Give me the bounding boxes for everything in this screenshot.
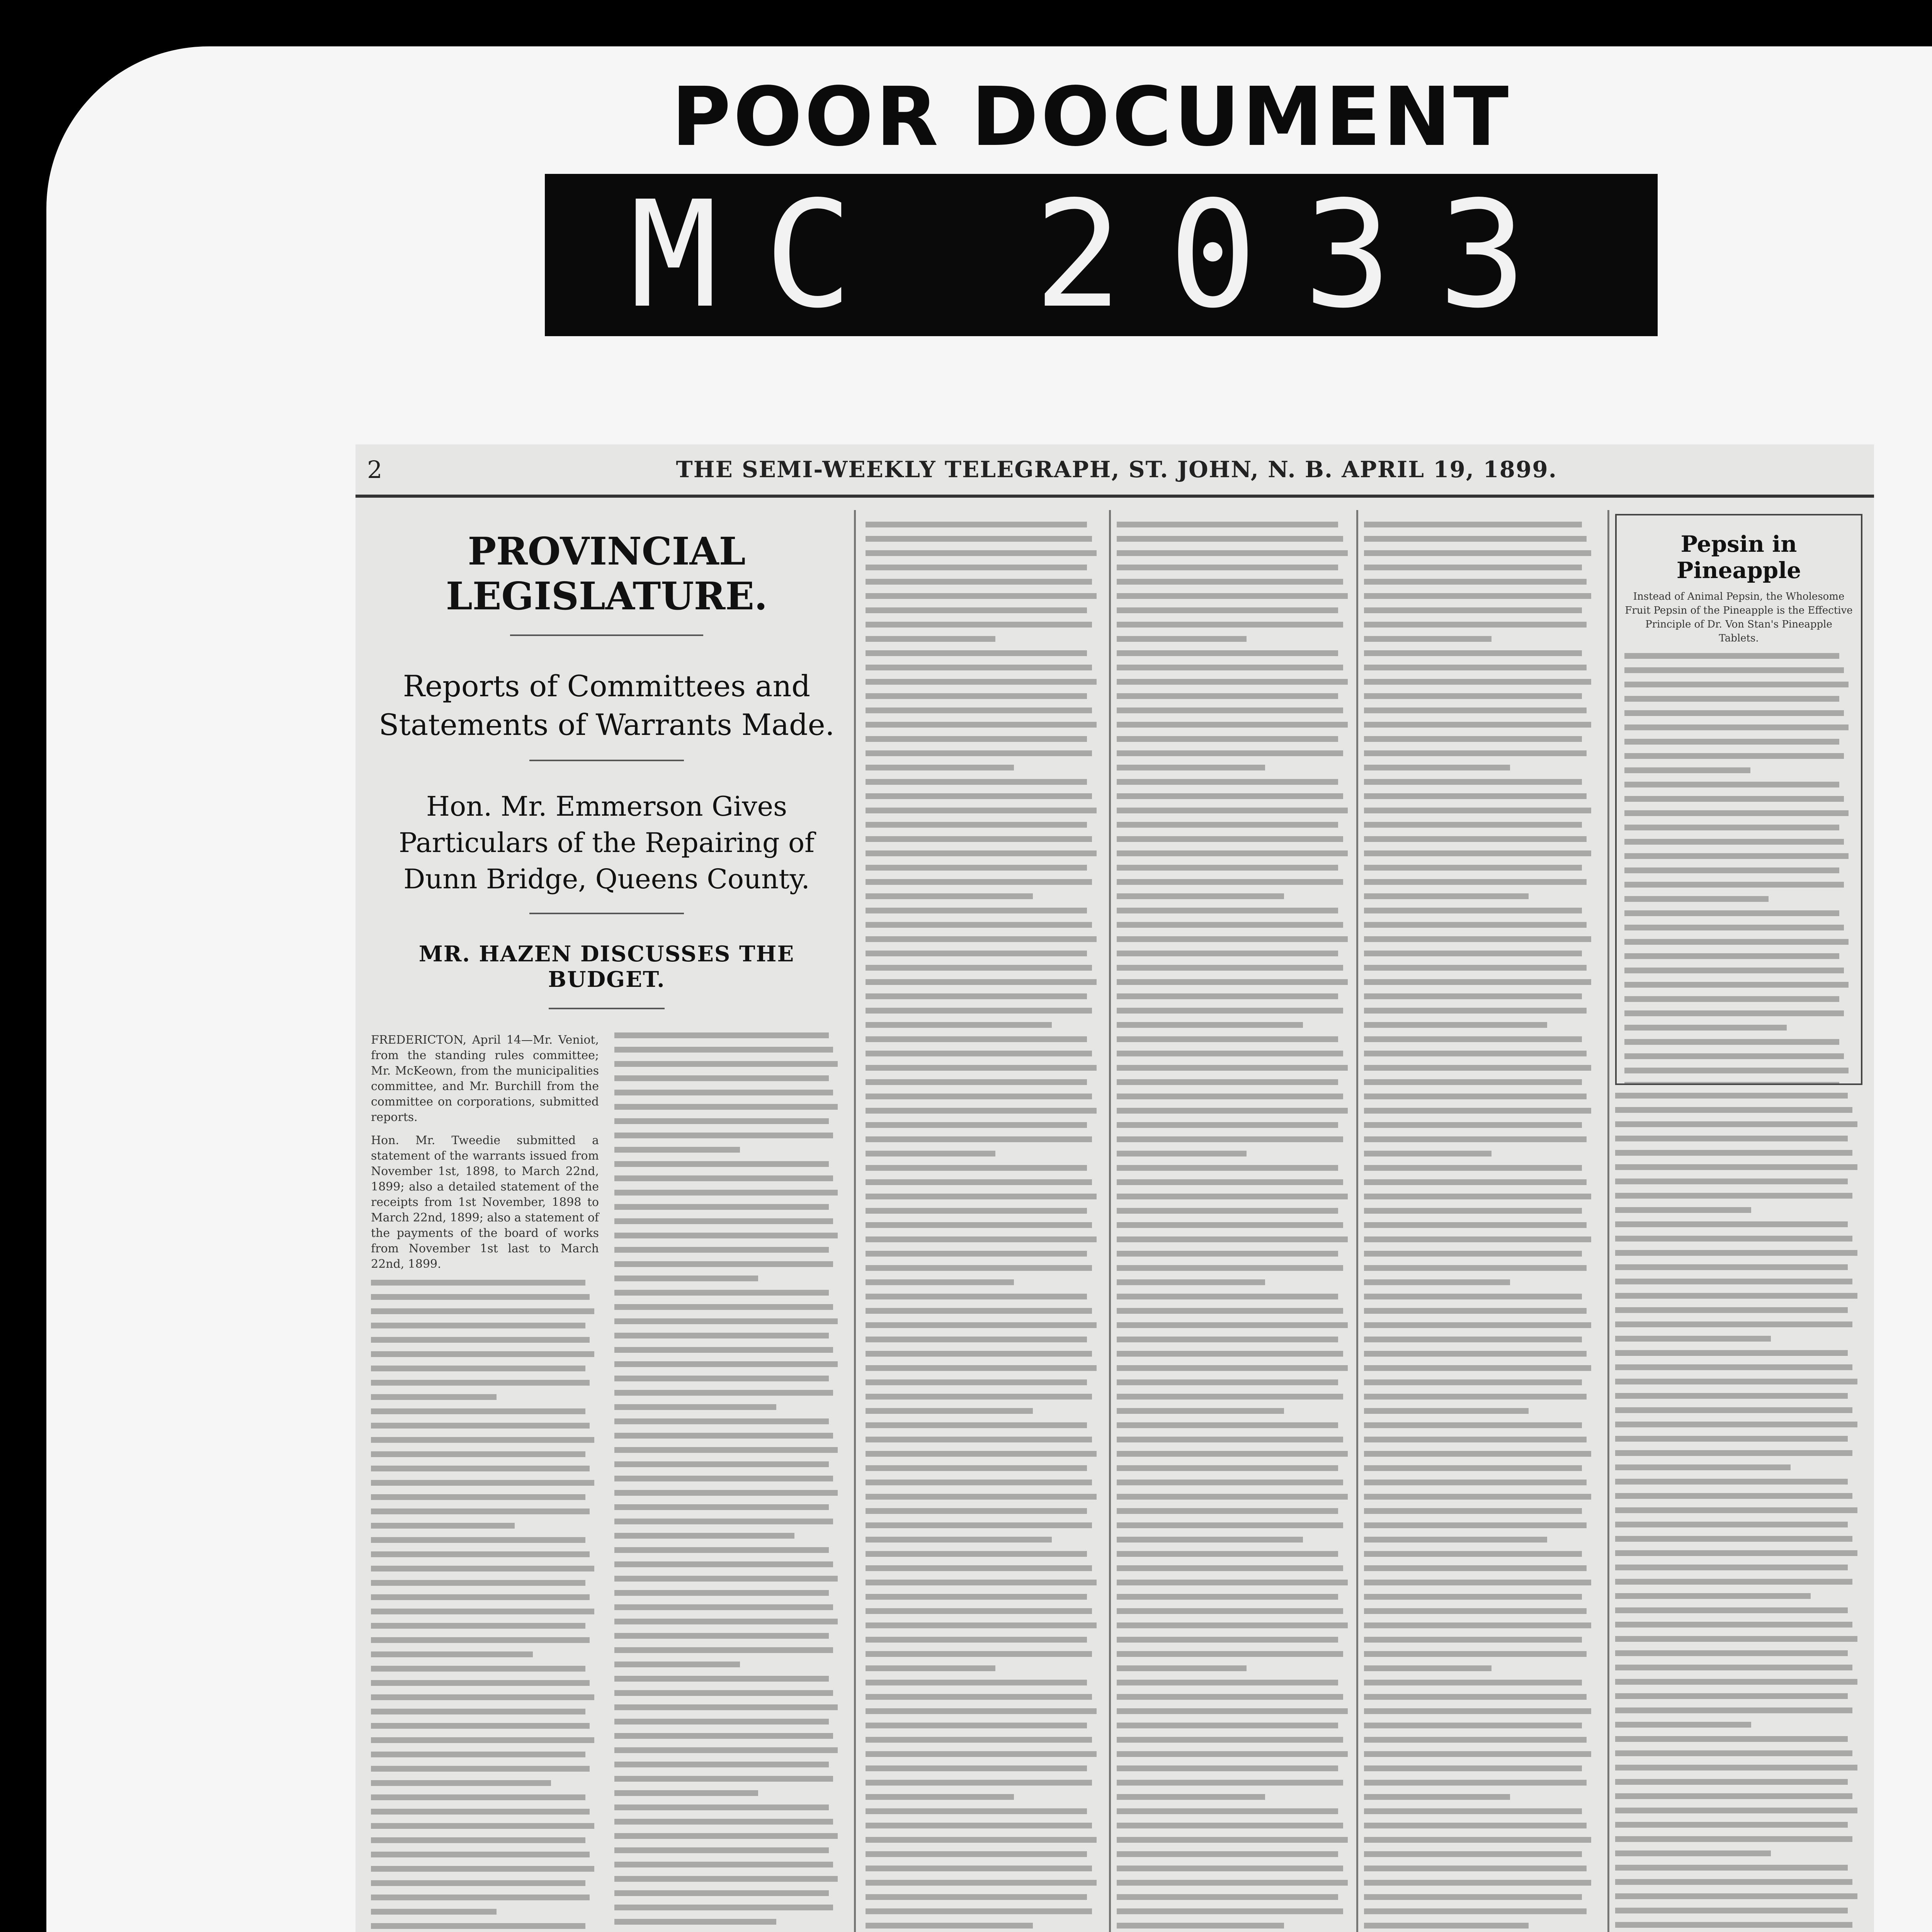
page-number: 2 — [367, 455, 383, 484]
column-2 — [866, 514, 1101, 1932]
body-text — [1364, 522, 1596, 1932]
body-text — [1117, 522, 1352, 1932]
column-4 — [1364, 514, 1596, 1932]
column-3 — [1117, 514, 1352, 1932]
reel-number: MC 2033 — [545, 174, 1658, 336]
article-deck-1: Reports of Committees and Statements of Warrants Made. — [379, 669, 835, 742]
article-headline: PROVINCIAL LEGISLATURE. — [446, 529, 768, 619]
column-1 — [371, 514, 842, 1932]
column-5 — [1615, 514, 1862, 1932]
article-lede-2: Hon. Mr. Tweedie submitted a statement of the warrants issued from November 1st, 1898, to March 22nd, 1899; also a detailed statement of the receipts from 1st November, 1898 to March 22nd, 1899; also a statement of the payments of the board of works from November 1st last to March 22nd, 1899. — [371, 1134, 599, 1271]
body-text — [866, 522, 1101, 1932]
body-text — [614, 1032, 842, 1932]
column-1b — [614, 1025, 842, 1932]
article-lede: FREDERICTON, April 14—Mr. Veniot, from the standing rules committee; Mr. McKeown, from the municipalities committee, and Mr. Burchill from the committee on corporations, submitted reports. — [371, 1033, 599, 1124]
body-text — [371, 1280, 599, 1932]
pepsin-text — [1624, 653, 1853, 1085]
poor-document-label: POOR DOCUMENT — [671, 70, 1511, 164]
newspaper-title: THE SEMI-WEEKLY TELEGRAPH, ST. JOHN, N. B. APRIL 19, 1899. — [676, 456, 1557, 483]
body-text — [1615, 1093, 1862, 1932]
newspaper-page — [355, 444, 1874, 1932]
article-deck-3: MR. HAZEN DISCUSSES THE BUDGET. — [418, 941, 795, 992]
column-1a — [371, 1025, 599, 1932]
pepsin-subtitle: Instead of Animal Pepsin, the Wholesome Fruit Pepsin of the Pineapple is the Effective Principle of Dr. Von Stan's Pineapple Tablets. — [1625, 591, 1853, 644]
pepsin-title: Pepsin in Pineapple — [1676, 531, 1801, 583]
film-page — [46, 46, 1932, 1932]
article-deck-2: Hon. Mr. Emmerson Gives Particulars of the Repairing of Dunn Bridge, Queens County. — [398, 791, 815, 895]
masthead — [355, 444, 1874, 498]
pepsin-advertisement — [1615, 514, 1862, 1085]
